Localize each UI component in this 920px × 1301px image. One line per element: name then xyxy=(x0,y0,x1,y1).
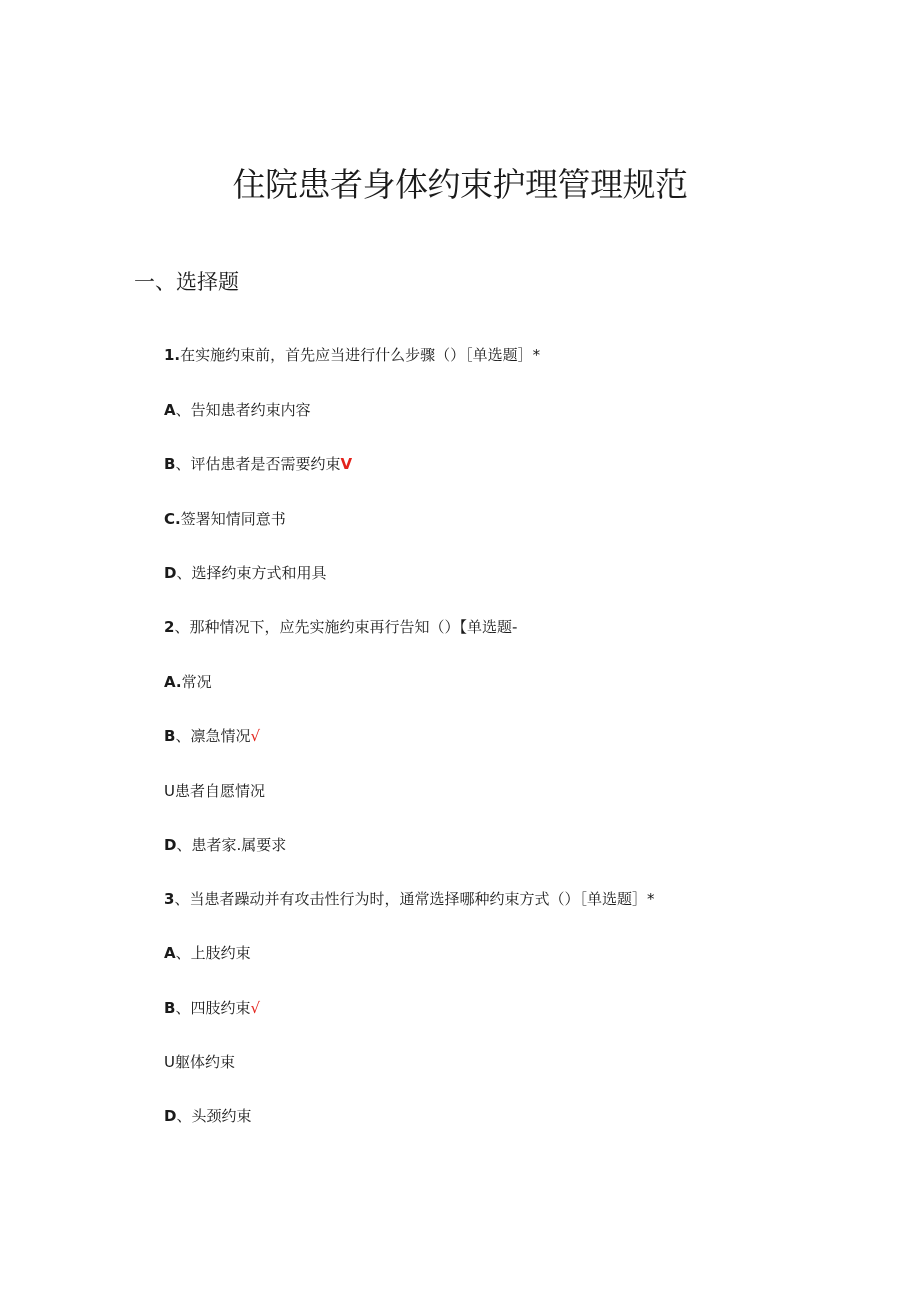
question-3-number: 3 xyxy=(164,890,175,908)
option-a-mark: A xyxy=(164,401,176,419)
question-3 xyxy=(164,888,654,910)
question-1 xyxy=(164,344,540,366)
option-c-text: 签署知情同意书 xyxy=(180,510,286,528)
question-2-option-d xyxy=(164,834,286,856)
option-c-text: U躯体约束 xyxy=(164,1053,235,1071)
option-d-mark: D xyxy=(164,564,177,582)
option-a-text: 、告知患者约束内容 xyxy=(175,401,311,419)
correct-answer-tick: V xyxy=(340,455,353,473)
option-b-text: 、凛急情况 xyxy=(175,727,251,745)
option-d-mark: D xyxy=(164,836,177,854)
option-b-text: 、评估患者是否需要约束 xyxy=(175,455,341,473)
question-1-text: 在实施约束前，首先应当进行什么步骤（）［单选题］* xyxy=(180,346,541,364)
option-a-text: 、上肢约束 xyxy=(175,944,251,962)
question-2-option-b xyxy=(164,725,260,747)
option-d-mark: D xyxy=(164,1107,177,1125)
question-2-option-c xyxy=(164,780,265,802)
correct-answer-tick: √ xyxy=(250,999,261,1017)
option-b-mark: B xyxy=(164,999,176,1017)
question-1-option-d xyxy=(164,562,326,584)
question-2 xyxy=(164,616,517,638)
option-a-text: 常况 xyxy=(181,673,212,691)
question-3-option-a xyxy=(164,942,251,964)
option-d-text: 、选择约束方式和用具 xyxy=(176,564,327,582)
question-1-option-c xyxy=(164,508,286,530)
option-a-mark: A. xyxy=(164,673,182,691)
option-b-mark: B xyxy=(164,727,176,745)
question-3-text: 、当患者躁动并有攻击性行为时，通常选择哪种约束方式（）［单选题］* xyxy=(174,890,655,908)
option-d-text: 、患者家.属要求 xyxy=(176,836,287,854)
question-1-option-a xyxy=(164,399,311,421)
question-1-option-b xyxy=(164,453,352,475)
document-title: 住院患者身体约束护理管理规范 xyxy=(232,165,688,204)
option-b-text: 、四肢约束 xyxy=(175,999,251,1017)
question-2-text: 、那种情况下，应先实施约束再行告知（）【单选题- xyxy=(174,618,518,636)
correct-answer-tick: √ xyxy=(250,727,261,745)
question-3-option-c xyxy=(164,1051,235,1073)
option-c-mark: C. xyxy=(164,510,181,528)
question-3-option-d xyxy=(164,1105,251,1127)
question-2-option-a xyxy=(164,671,212,693)
section-heading: 一、选择题 xyxy=(134,270,239,294)
option-c-text: U患者自愿情况 xyxy=(164,782,265,800)
option-b-mark: B xyxy=(164,455,176,473)
question-3-option-b xyxy=(164,997,260,1019)
question-1-number: 1. xyxy=(164,346,181,364)
option-d-text: 、头颈约束 xyxy=(176,1107,252,1125)
question-2-number: 2 xyxy=(164,618,175,636)
option-a-mark: A xyxy=(164,944,176,962)
